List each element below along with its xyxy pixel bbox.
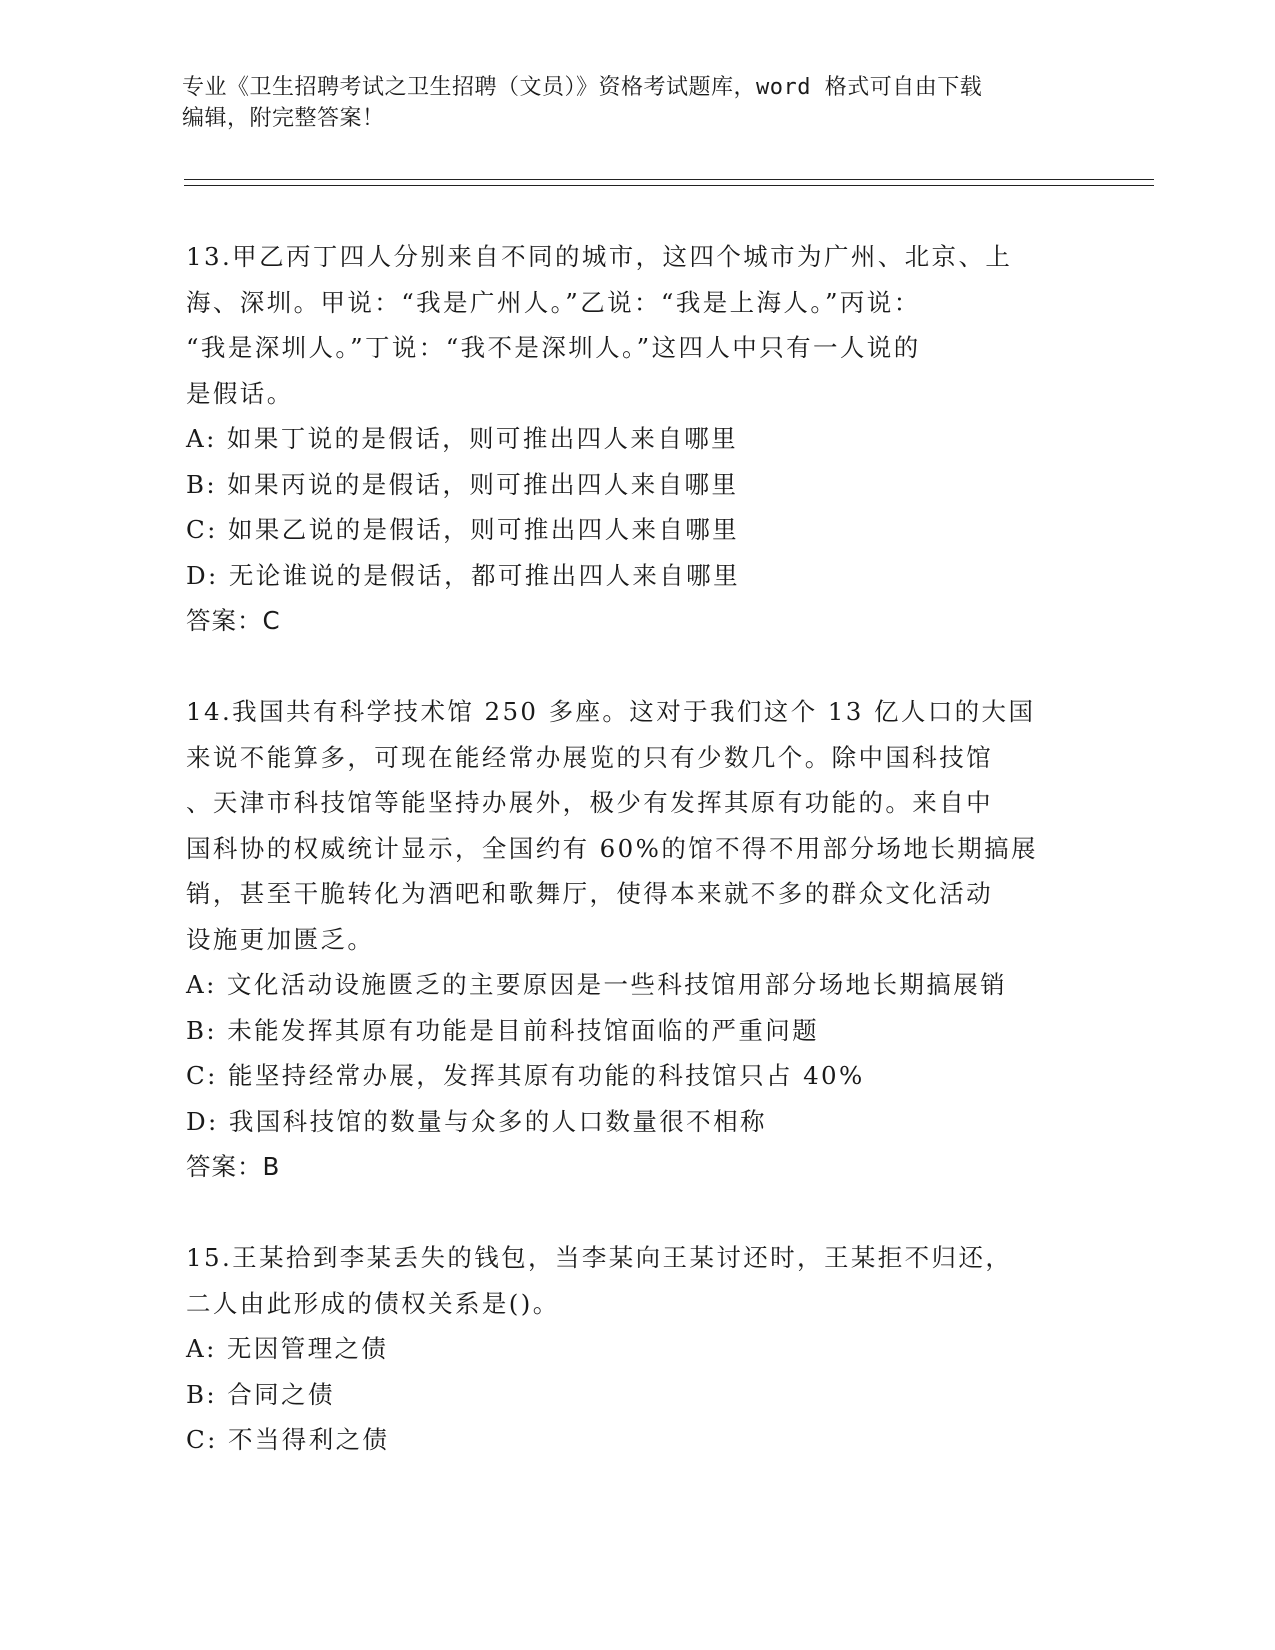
question-text-line: 销，甚至干脆转化为酒吧和歌舞厅，使得本来就不多的群众文化活动	[186, 879, 993, 908]
question-list	[186, 234, 1086, 1463]
question-text-line: 14.我国共有科学技术馆 250 多座。这对于我们这个 13 亿人口的大国	[186, 697, 1036, 726]
question-15	[186, 1235, 1086, 1463]
header-line-2: 编辑，附完整答案！	[182, 106, 385, 131]
header-rule-top	[184, 179, 1154, 180]
option-d: D: 我国科技馆的数量与众多的人口数量很不相称	[186, 1106, 767, 1136]
question-text-line: 13.甲乙丙丁四人分别来自不同的城市，这四个城市为广州、北京、上	[186, 242, 1013, 271]
question-text-line: 、天津市科技馆等能坚持办展外，极少有发挥其原有功能的。来自中	[186, 788, 993, 817]
option-a: A: 无因管理之债	[186, 1334, 389, 1363]
option-c: C: 如果乙说的是假话，则可推出四人来自哪里	[186, 515, 740, 544]
question-text-line: 二人由此形成的债权关系是()。	[186, 1288, 560, 1318]
spacer	[186, 1190, 1086, 1236]
option-b: B: 合同之债	[186, 1379, 335, 1409]
question-text-line: 15.王某拾到李某丢失的钱包，当李某向王某讨还时，王某拒不归还，	[186, 1243, 1013, 1272]
header-line-1: 专业《卫生招聘考试之卫生招聘（文员）》资格考试题库，word 格式可自由下载	[182, 75, 983, 100]
option-c: C: 能坚持经常办展，发挥其原有功能的科技馆只占 40%	[186, 1061, 865, 1090]
question-text-line: 海、深圳。甲说：“我是广州人。”乙说：“我是上海人。”丙说：	[186, 287, 921, 317]
question-text-line: 设施更加匮乏。	[186, 924, 375, 954]
option-d: D: 无论谁说的是假话，都可推出四人来自哪里	[186, 560, 740, 590]
question-text-line: 来说不能算多，可现在能经常办展览的只有少数几个。除中国科技馆	[186, 742, 993, 772]
spacer	[186, 644, 1086, 690]
option-a: A: 文化活动设施匮乏的主要原因是一些科技馆用部分场地长期搞展销	[186, 970, 1008, 999]
option-c: C: 不当得利之债	[186, 1425, 390, 1454]
document-header	[182, 72, 1082, 134]
option-b: B: 如果丙说的是假话，则可推出四人来自哪里	[186, 469, 739, 499]
header-rule-bottom	[184, 185, 1154, 186]
option-b: B: 未能发挥其原有功能是目前科技馆面临的严重问题	[186, 1015, 820, 1045]
question-text-line: 是假话。	[186, 378, 294, 408]
option-a: A: 如果丁说的是假话，则可推出四人来自哪里	[186, 424, 739, 453]
question-text-line: “我是深圳人。”丁说：“我不是深圳人。”这四人中只有一人说的	[186, 333, 921, 362]
answer-label: 答案：C	[186, 606, 281, 635]
question-text-line: 国科协的权威统计显示，全国约有 60%的馆不得不用部分场地长期搞展	[186, 833, 1038, 863]
question-14	[186, 689, 1086, 1190]
answer-label: 答案：B	[186, 1152, 281, 1181]
question-13	[186, 234, 1086, 644]
